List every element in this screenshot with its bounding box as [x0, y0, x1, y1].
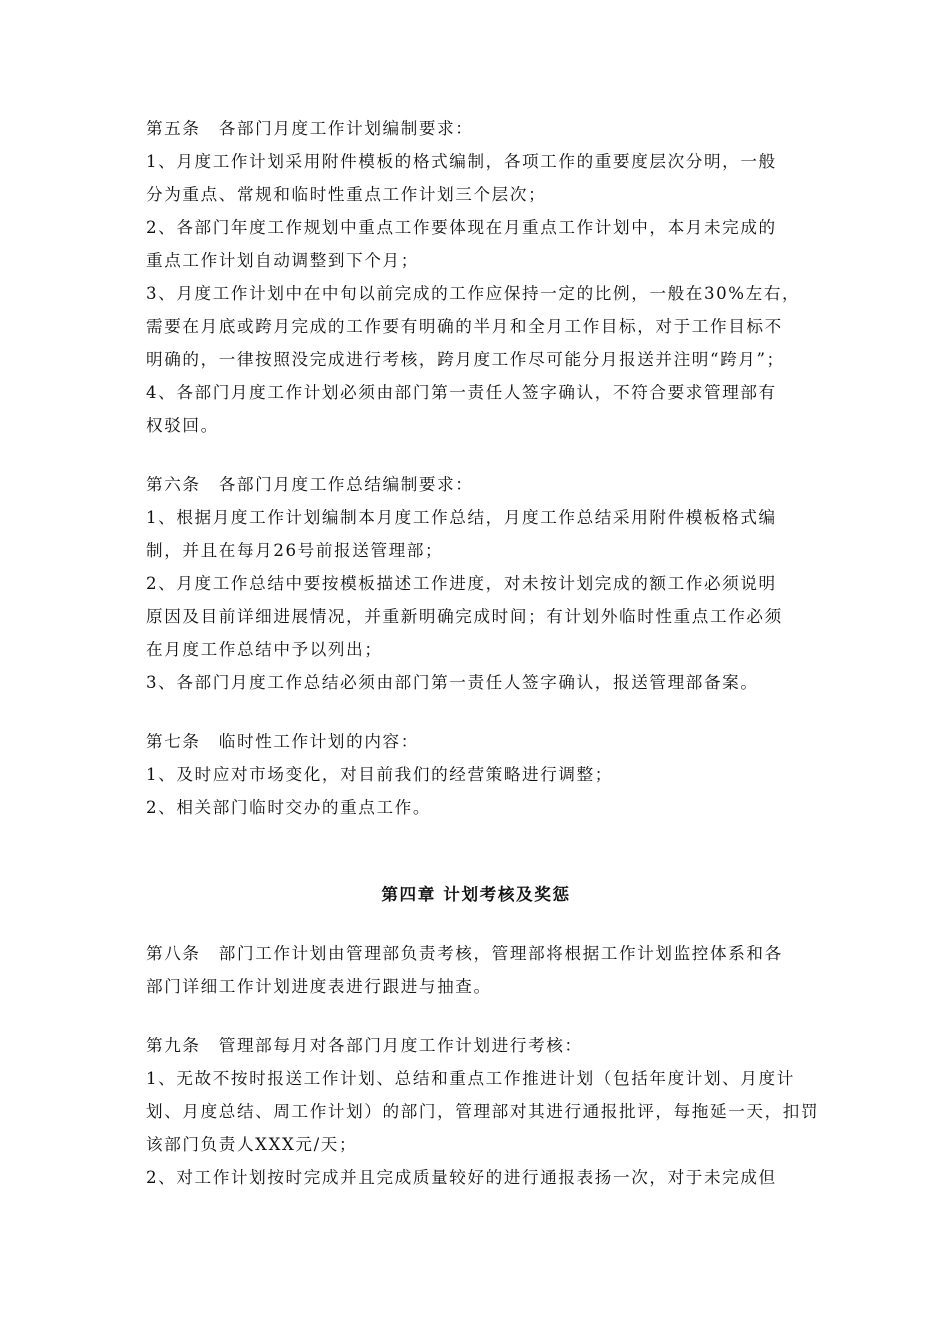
article-6-line: 1、根据月度工作计划编制本月度工作总结，月度工作总结采用附件模板格式编 — [146, 508, 777, 527]
article-6-line: 3、各部门月度工作总结必须由部门第一责任人签字确认，报送管理部备案。 — [146, 673, 759, 692]
article-7-line: 2、相关部门临时交办的重点工作。 — [146, 798, 432, 817]
article-9-line: 该部门负责人XXX元/天； — [146, 1135, 358, 1154]
article-5-line: 3、月度工作计划中在中旬以前完成的工作应保持一定的比例，一般在30%左右， — [146, 284, 801, 303]
article-8 — [146, 937, 806, 1003]
article-6-line: 2、月度工作总结中要按模板描述工作进度，对未按计划完成的额工作必须说明 — [146, 574, 777, 593]
article-9 — [146, 1029, 820, 1194]
paragraph-gap — [146, 911, 806, 937]
article-5-line: 4、各部门月度工作计划必须由部门第一责任人签字确认，不符合要求管理部有 — [146, 383, 777, 402]
paragraph-gap — [146, 824, 806, 878]
article-8-line: 第八条 部门工作计划由管理部负责考核，管理部将根据工作计划监控体系和各 — [146, 944, 783, 963]
article-5-line: 需要在月底或跨月完成的工作要有明确的半月和全月工作目标，对于工作目标不 — [146, 317, 783, 336]
paragraph-gap — [146, 442, 806, 468]
article-8-line: 部门详细工作计划进度表进行跟进与抽查。 — [146, 977, 492, 996]
article-9-heading: 第九条 管理部每月对各部门月度工作计划进行考核： — [146, 1036, 583, 1055]
article-6-line: 在月度工作总结中予以列出； — [146, 640, 383, 659]
article-5-heading: 第五条 各部门月度工作计划编制要求： — [146, 119, 474, 138]
paragraph-gap — [146, 1003, 806, 1029]
article-9-line: 划、月度总结、周工作计划）的部门，管理部对其进行通报批评，每拖延一天，扣罚 — [146, 1102, 820, 1121]
article-6-line: 原因及目前详细进展情况，并重新明确完成时间；有计划外临时性重点工作必须 — [146, 607, 783, 626]
article-5-line: 明确的，一律按照没完成进行考核，跨月度工作尽可能分月报送并注明“跨月”； — [146, 350, 785, 369]
article-9-line: 2、对工作计划按时完成并且完成质量较好的进行通报表扬一次，对于未完成但 — [146, 1168, 777, 1187]
article-5-line: 1、月度工作计划采用附件模板的格式编制，各项工作的重要度层次分明，一般 — [146, 152, 777, 171]
document-page — [146, 112, 820, 1194]
article-5-line: 2、各部门年度工作规划中重点工作要体现在月重点工作计划中，本月未完成的 — [146, 218, 777, 237]
article-9-line: 1、无故不按时报送工作计划、总结和重点工作推进计划（包括年度计划、月度计 — [146, 1069, 795, 1088]
article-6-heading: 第六条 各部门月度工作总结编制要求： — [146, 475, 474, 494]
article-6 — [146, 468, 806, 699]
article-5-line: 分为重点、常规和临时性重点工作计划三个层次； — [146, 185, 547, 204]
article-5-line: 重点工作计划自动调整到下个月； — [146, 251, 419, 270]
article-7-line: 1、及时应对市场变化，对目前我们的经营策略进行调整； — [146, 765, 613, 784]
article-6-line: 制，并且在每月26号前报送管理部； — [146, 541, 444, 560]
chapter-title: 第四章 计划考核及奖惩 — [381, 885, 571, 904]
paragraph-gap — [146, 699, 806, 725]
article-7-heading: 第七条 临时性工作计划的内容： — [146, 732, 419, 751]
article-7 — [146, 725, 806, 824]
article-5-line: 权驳回。 — [146, 416, 219, 435]
article-5 — [146, 112, 806, 442]
